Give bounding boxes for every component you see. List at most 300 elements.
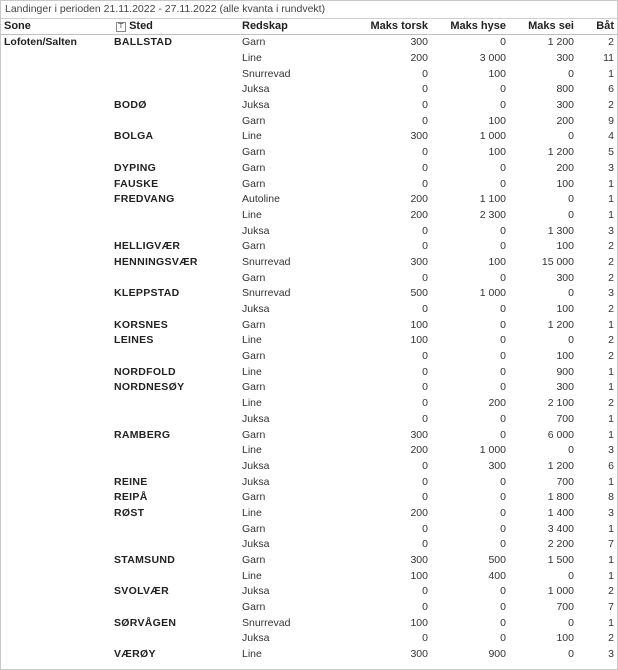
cell-sone: [1, 82, 111, 98]
table-row: [1, 270, 617, 286]
cell-maks-torsk: 0: [422, 412, 428, 425]
cell-sone: [1, 270, 111, 286]
cell-sone: [1, 380, 111, 396]
cell-sone: [1, 51, 111, 67]
table-row: [1, 161, 617, 177]
table-row: [1, 647, 617, 663]
cell-sted: REIPÅ: [114, 491, 148, 504]
cell-redskap: Juksa: [242, 585, 270, 598]
cell-maks-torsk: 200: [410, 208, 428, 221]
cell-maks-sei: 2 100: [547, 397, 574, 410]
table-row: [1, 51, 617, 67]
table-row: [1, 443, 617, 459]
table-row: [1, 255, 617, 271]
cell-maks-hyse: 0: [500, 585, 506, 598]
cell-maks-sei: 100: [556, 303, 574, 316]
cell-bat: 2: [608, 350, 614, 363]
table-row: [1, 317, 617, 333]
cell-redskap: Line: [242, 397, 262, 410]
cell-bat: 1: [608, 67, 614, 80]
cell-redskap: Line: [242, 569, 262, 582]
cell-maks-hyse: 1 000: [479, 287, 506, 300]
cell-sone: [1, 553, 111, 569]
cell-maks-hyse: 0: [500, 538, 506, 551]
cell-maks-hyse: 0: [500, 475, 506, 488]
cell-sted: REINE: [114, 475, 148, 488]
cell-sone: [1, 568, 111, 584]
cell-maks-torsk: 100: [410, 318, 428, 331]
cell-sone: [1, 584, 111, 600]
cell-maks-torsk: 200: [410, 506, 428, 519]
cell-maks-hyse: 1 000: [479, 130, 506, 143]
cell-maks-sei: 800: [556, 83, 574, 96]
cell-sted: [111, 208, 239, 224]
cell-maks-sei: 900: [556, 365, 574, 378]
cell-maks-torsk: 0: [422, 177, 428, 190]
table-row: [1, 521, 617, 537]
cell-sted: [111, 145, 239, 161]
cell-maks-hyse: 0: [500, 601, 506, 614]
cell-maks-hyse: 0: [500, 632, 506, 645]
cell-redskap: Garn: [242, 114, 266, 127]
table-row: [1, 584, 617, 600]
cell-redskap: Juksa: [242, 459, 270, 472]
cell-redskap: Garn: [242, 177, 266, 190]
cell-maks-torsk: 0: [422, 146, 428, 159]
cell-sted: [111, 568, 239, 584]
cell-bat: 3: [608, 648, 614, 661]
cell-maks-torsk: 500: [410, 287, 428, 300]
cell-maks-torsk: 300: [410, 428, 428, 441]
cell-sted: [111, 66, 239, 82]
cell-maks-torsk: 100: [410, 334, 428, 347]
cell-bat: 9: [608, 114, 614, 127]
cell-sted: BALLSTAD: [114, 36, 173, 49]
cell-maks-hyse: 0: [500, 522, 506, 535]
cell-maks-sei: 300: [556, 52, 574, 65]
cell-maks-sei: 100: [556, 177, 574, 190]
cell-redskap: Juksa: [242, 475, 270, 488]
cell-maks-torsk: 200: [410, 52, 428, 65]
cell-sone: [1, 647, 111, 663]
cell-maks-torsk: 0: [422, 585, 428, 598]
cell-maks-torsk: 0: [422, 459, 428, 472]
cell-maks-torsk: 0: [422, 303, 428, 316]
column-header-redskap[interactable]: Redskap: [239, 19, 351, 35]
cell-maks-sei: 1 200: [547, 146, 574, 159]
cell-maks-torsk: 0: [422, 475, 428, 488]
table-row: [1, 98, 617, 114]
cell-redskap: Snurrevad: [242, 67, 291, 80]
cell-redskap: Garn: [242, 146, 266, 159]
cell-redskap: Garn: [242, 318, 266, 331]
cell-sted: SØRVÅGEN: [114, 616, 177, 629]
cell-maks-sei: 0: [568, 648, 574, 661]
report-title: Landinger i perioden 21.11.2022 - 27.11.2022 (alle kvanta i rundvekt): [1, 1, 617, 19]
cell-maks-sei: 100: [556, 350, 574, 363]
cell-maks-torsk: 0: [422, 114, 428, 127]
cell-maks-hyse: 300: [488, 459, 506, 472]
cell-bat: 2: [608, 334, 614, 347]
cell-sone: [1, 459, 111, 475]
cell-sone: [1, 364, 111, 380]
cell-bat: 1: [608, 412, 614, 425]
cell-maks-hyse: 500: [488, 554, 506, 567]
cell-redskap: Line: [242, 444, 262, 457]
cell-bat: 1: [608, 522, 614, 535]
cell-sted: FREDVANG: [114, 193, 175, 206]
table-row: [1, 82, 617, 98]
cell-maks-sei: 300: [556, 381, 574, 394]
cell-maks-hyse: 100: [488, 146, 506, 159]
cell-maks-sei: 100: [556, 632, 574, 645]
cell-redskap: Line: [242, 648, 262, 661]
cell-maks-sei: 0: [568, 67, 574, 80]
cell-maks-torsk: 0: [422, 224, 428, 237]
table-row: [1, 396, 617, 412]
cell-maks-sei: 6 000: [547, 428, 574, 441]
cell-sone: [1, 631, 111, 647]
table-row: [1, 208, 617, 224]
cell-maks-torsk: 300: [410, 36, 428, 49]
cell-bat: 1: [608, 193, 614, 206]
cell-bat: 2: [608, 585, 614, 598]
cell-sted: [111, 349, 239, 365]
cell-sted: [111, 537, 239, 553]
cell-bat: 1: [608, 475, 614, 488]
cell-maks-hyse: 0: [500, 350, 506, 363]
cell-maks-hyse: 0: [500, 334, 506, 347]
cell-sone: [1, 443, 111, 459]
cell-maks-torsk: 0: [422, 491, 428, 504]
table-row: [1, 192, 617, 208]
cell-maks-hyse: 1 100: [479, 193, 506, 206]
table-row: [1, 537, 617, 553]
cell-sted: HELLIGVÆR: [114, 240, 181, 253]
cell-maks-sei: 1 000: [547, 585, 574, 598]
cell-maks-torsk: 300: [410, 255, 428, 268]
column-header-bat[interactable]: Båt: [577, 19, 617, 35]
cell-sone: [1, 255, 111, 271]
cell-redskap: Garn: [242, 428, 266, 441]
table-row: [1, 506, 617, 522]
column-header-maks-torsk[interactable]: Maks torsk: [351, 19, 431, 35]
cell-bat: 8: [608, 491, 614, 504]
cell-bat: 6: [608, 83, 614, 96]
cell-sone: [1, 506, 111, 522]
cell-bat: 2: [608, 36, 614, 49]
cell-sted: BODØ: [114, 99, 147, 112]
cell-maks-torsk: 0: [422, 381, 428, 394]
cell-sted: [111, 459, 239, 475]
cell-sone: [1, 600, 111, 616]
cell-maks-sei: 1 400: [547, 506, 574, 519]
cell-maks-sei: 300: [556, 271, 574, 284]
table-row: [1, 66, 617, 82]
cell-redskap: Autoline: [242, 193, 280, 206]
column-header-sone[interactable]: Sone: [1, 19, 111, 35]
cell-maks-torsk: 100: [410, 616, 428, 629]
cell-maks-hyse: 100: [488, 114, 506, 127]
table-row: [1, 553, 617, 569]
cell-maks-torsk: 0: [422, 67, 428, 80]
cell-sted: [111, 412, 239, 428]
cell-maks-sei: 0: [568, 334, 574, 347]
table-row: [1, 490, 617, 506]
cell-bat: 2: [608, 303, 614, 316]
cell-maks-sei: 200: [556, 161, 574, 174]
cell-sted: KLEPPSTAD: [114, 287, 180, 300]
table-row: [1, 113, 617, 129]
cell-maks-hyse: 200: [488, 397, 506, 410]
cell-sted: VÆRØY: [114, 648, 156, 661]
cell-bat: 2: [608, 632, 614, 645]
cell-bat: 2: [608, 397, 614, 410]
cell-sone: [1, 129, 111, 145]
cell-redskap: Snurrevad: [242, 255, 291, 268]
cell-maks-hyse: 0: [500, 412, 506, 425]
cell-redskap: Line: [242, 52, 262, 65]
cell-redskap: Garn: [242, 350, 266, 363]
cell-maks-sei: 0: [568, 287, 574, 300]
cell-sone: [1, 161, 111, 177]
cell-redskap: Juksa: [242, 99, 270, 112]
cell-redskap: Snurrevad: [242, 616, 291, 629]
cell-sted: [111, 51, 239, 67]
cell-bat: 5: [608, 146, 614, 159]
cell-maks-hyse: 0: [500, 271, 506, 284]
cell-sted: [111, 82, 239, 98]
cell-maks-hyse: 0: [500, 303, 506, 316]
cell-maks-hyse: 0: [500, 177, 506, 190]
cell-redskap: Garn: [242, 240, 266, 253]
cell-redskap: Juksa: [242, 632, 270, 645]
cell-sone: [1, 208, 111, 224]
cell-redskap: Juksa: [242, 83, 270, 96]
cell-bat: 3: [608, 444, 614, 457]
table-row: [1, 364, 617, 380]
cell-bat: 4: [608, 130, 614, 143]
cell-maks-sei: 1 200: [547, 459, 574, 472]
cell-sted: [111, 600, 239, 616]
cell-sted: [111, 443, 239, 459]
cell-sted: BOLGA: [114, 130, 154, 143]
cell-sone: Lofoten/Salten: [4, 36, 77, 48]
table-row: [1, 568, 617, 584]
cell-bat: 1: [608, 554, 614, 567]
cell-redskap: Garn: [242, 381, 266, 394]
cell-redskap: Snurrevad: [242, 287, 291, 300]
cell-maks-hyse: 0: [500, 83, 506, 96]
cell-redskap: Garn: [242, 271, 266, 284]
cell-bat: 2: [608, 255, 614, 268]
cell-maks-sei: 700: [556, 475, 574, 488]
cell-sone: [1, 427, 111, 443]
cell-redskap: Line: [242, 506, 262, 519]
table-row: [1, 474, 617, 490]
cell-maks-hyse: 0: [500, 224, 506, 237]
cell-maks-torsk: 0: [422, 632, 428, 645]
cell-bat: 2: [608, 271, 614, 284]
cell-maks-hyse: 100: [488, 67, 506, 80]
table-row: [1, 223, 617, 239]
cell-maks-sei: 1 300: [547, 224, 574, 237]
table-body: [1, 35, 617, 663]
cell-sone: [1, 113, 111, 129]
landings-table: [1, 19, 617, 663]
cell-sone: [1, 490, 111, 506]
cell-maks-torsk: 0: [422, 99, 428, 112]
table-row: [1, 286, 617, 302]
header-row: [1, 19, 617, 35]
cell-bat: 1: [608, 616, 614, 629]
cell-maks-hyse: 0: [500, 506, 506, 519]
table-row: [1, 600, 617, 616]
cell-maks-torsk: 100: [410, 569, 428, 582]
cell-maks-sei: 0: [568, 569, 574, 582]
cell-sone: [1, 412, 111, 428]
cell-sted: [111, 631, 239, 647]
cell-redskap: Garn: [242, 161, 266, 174]
cell-bat: 1: [608, 318, 614, 331]
cell-maks-sei: 1 200: [547, 318, 574, 331]
cell-sted: FAUSKE: [114, 177, 159, 190]
cell-maks-hyse: 0: [500, 240, 506, 253]
cell-sone: [1, 302, 111, 318]
cell-maks-hyse: 1 000: [479, 444, 506, 457]
table-row: [1, 615, 617, 631]
table-row: [1, 412, 617, 428]
cell-redskap: Juksa: [242, 538, 270, 551]
column-header-maks-hyse[interactable]: Maks hyse: [431, 19, 509, 35]
cell-maks-sei: 0: [568, 616, 574, 629]
cell-redskap: Garn: [242, 522, 266, 535]
cell-redskap: Garn: [242, 601, 266, 614]
cell-bat: 2: [608, 99, 614, 112]
cell-sone: [1, 98, 111, 114]
table-row: [1, 427, 617, 443]
cell-maks-torsk: 200: [410, 444, 428, 457]
cell-sted: RØST: [114, 506, 145, 519]
cell-sted: NORDNESØY: [114, 381, 185, 394]
cell-sted: NORDFOLD: [114, 365, 176, 378]
cell-bat: 3: [608, 161, 614, 174]
cell-maks-hyse: 0: [500, 318, 506, 331]
cell-maks-torsk: 0: [422, 538, 428, 551]
cell-bat: 3: [608, 287, 614, 300]
cell-sted: [111, 521, 239, 537]
cell-redskap: Garn: [242, 554, 266, 567]
cell-sted: [111, 302, 239, 318]
cell-bat: 1: [608, 365, 614, 378]
cell-sted: RAMBERG: [114, 428, 171, 441]
cell-maks-torsk: 0: [422, 601, 428, 614]
cell-redskap: Juksa: [242, 412, 270, 425]
cell-maks-sei: 3 400: [547, 522, 574, 535]
cell-maks-sei: 200: [556, 114, 574, 127]
cell-maks-hyse: 0: [500, 616, 506, 629]
cell-maks-sei: 300: [556, 99, 574, 112]
filter-icon[interactable]: ⊤: [117, 23, 125, 30]
cell-maks-hyse: 0: [500, 491, 506, 504]
cell-bat: 2: [608, 240, 614, 253]
cell-maks-sei: 0: [568, 193, 574, 206]
table-row: [1, 176, 617, 192]
cell-maks-torsk: 0: [422, 271, 428, 284]
cell-sted: [111, 270, 239, 286]
cell-sted: [111, 396, 239, 412]
cell-maks-sei: 1 500: [547, 554, 574, 567]
table-row: [1, 129, 617, 145]
cell-sone: [1, 333, 111, 349]
cell-sone: [1, 145, 111, 161]
cell-maks-hyse: 100: [488, 255, 506, 268]
cell-bat: 1: [608, 569, 614, 582]
cell-maks-torsk: 300: [410, 648, 428, 661]
cell-maks-hyse: 900: [488, 648, 506, 661]
cell-sone: [1, 349, 111, 365]
cell-sone: [1, 176, 111, 192]
column-header-sted[interactable]: ⊤ Sted: [111, 19, 239, 35]
cell-maks-torsk: 0: [422, 161, 428, 174]
cell-sone: [1, 615, 111, 631]
cell-sone: [1, 239, 111, 255]
cell-bat: 7: [608, 601, 614, 614]
cell-maks-sei: 1 200: [547, 36, 574, 49]
cell-bat: 3: [608, 224, 614, 237]
cell-redskap: Juksa: [242, 224, 270, 237]
table-row: [1, 239, 617, 255]
cell-sone: [1, 66, 111, 82]
cell-sted: SVOLVÆR: [114, 585, 169, 598]
cell-sone: [1, 474, 111, 490]
cell-sone: [1, 286, 111, 302]
cell-maks-hyse: 0: [500, 36, 506, 49]
cell-maks-torsk: 300: [410, 554, 428, 567]
cell-maks-hyse: 400: [488, 569, 506, 582]
cell-sted: DYPING: [114, 161, 157, 174]
cell-sone: [1, 223, 111, 239]
cell-maks-torsk: 0: [422, 397, 428, 410]
cell-maks-hyse: 0: [500, 161, 506, 174]
cell-maks-torsk: 0: [422, 350, 428, 363]
cell-sone: [1, 537, 111, 553]
cell-sted: HENNINGSVÆR: [114, 255, 198, 268]
table-row: [1, 459, 617, 475]
cell-maks-torsk: 300: [410, 130, 428, 143]
cell-bat: 3: [608, 506, 614, 519]
cell-maks-hyse: 3 000: [479, 52, 506, 65]
cell-bat: 1: [608, 428, 614, 441]
cell-maks-sei: 2 200: [547, 538, 574, 551]
cell-maks-hyse: 0: [500, 381, 506, 394]
column-header-maks-sei[interactable]: Maks sei: [509, 19, 577, 35]
cell-redskap: Line: [242, 334, 262, 347]
table-row: [1, 35, 617, 51]
cell-redskap: Line: [242, 130, 262, 143]
cell-bat: 1: [608, 208, 614, 221]
cell-sted: [111, 113, 239, 129]
cell-sted: STAMSUND: [114, 554, 176, 567]
cell-bat: 1: [608, 381, 614, 394]
cell-bat: 11: [603, 52, 614, 65]
cell-redskap: Garn: [242, 36, 266, 49]
cell-maks-hyse: 0: [500, 428, 506, 441]
cell-maks-torsk: 0: [422, 83, 428, 96]
cell-maks-sei: 1 800: [547, 491, 574, 504]
table-row: [1, 302, 617, 318]
table-row: [1, 145, 617, 161]
